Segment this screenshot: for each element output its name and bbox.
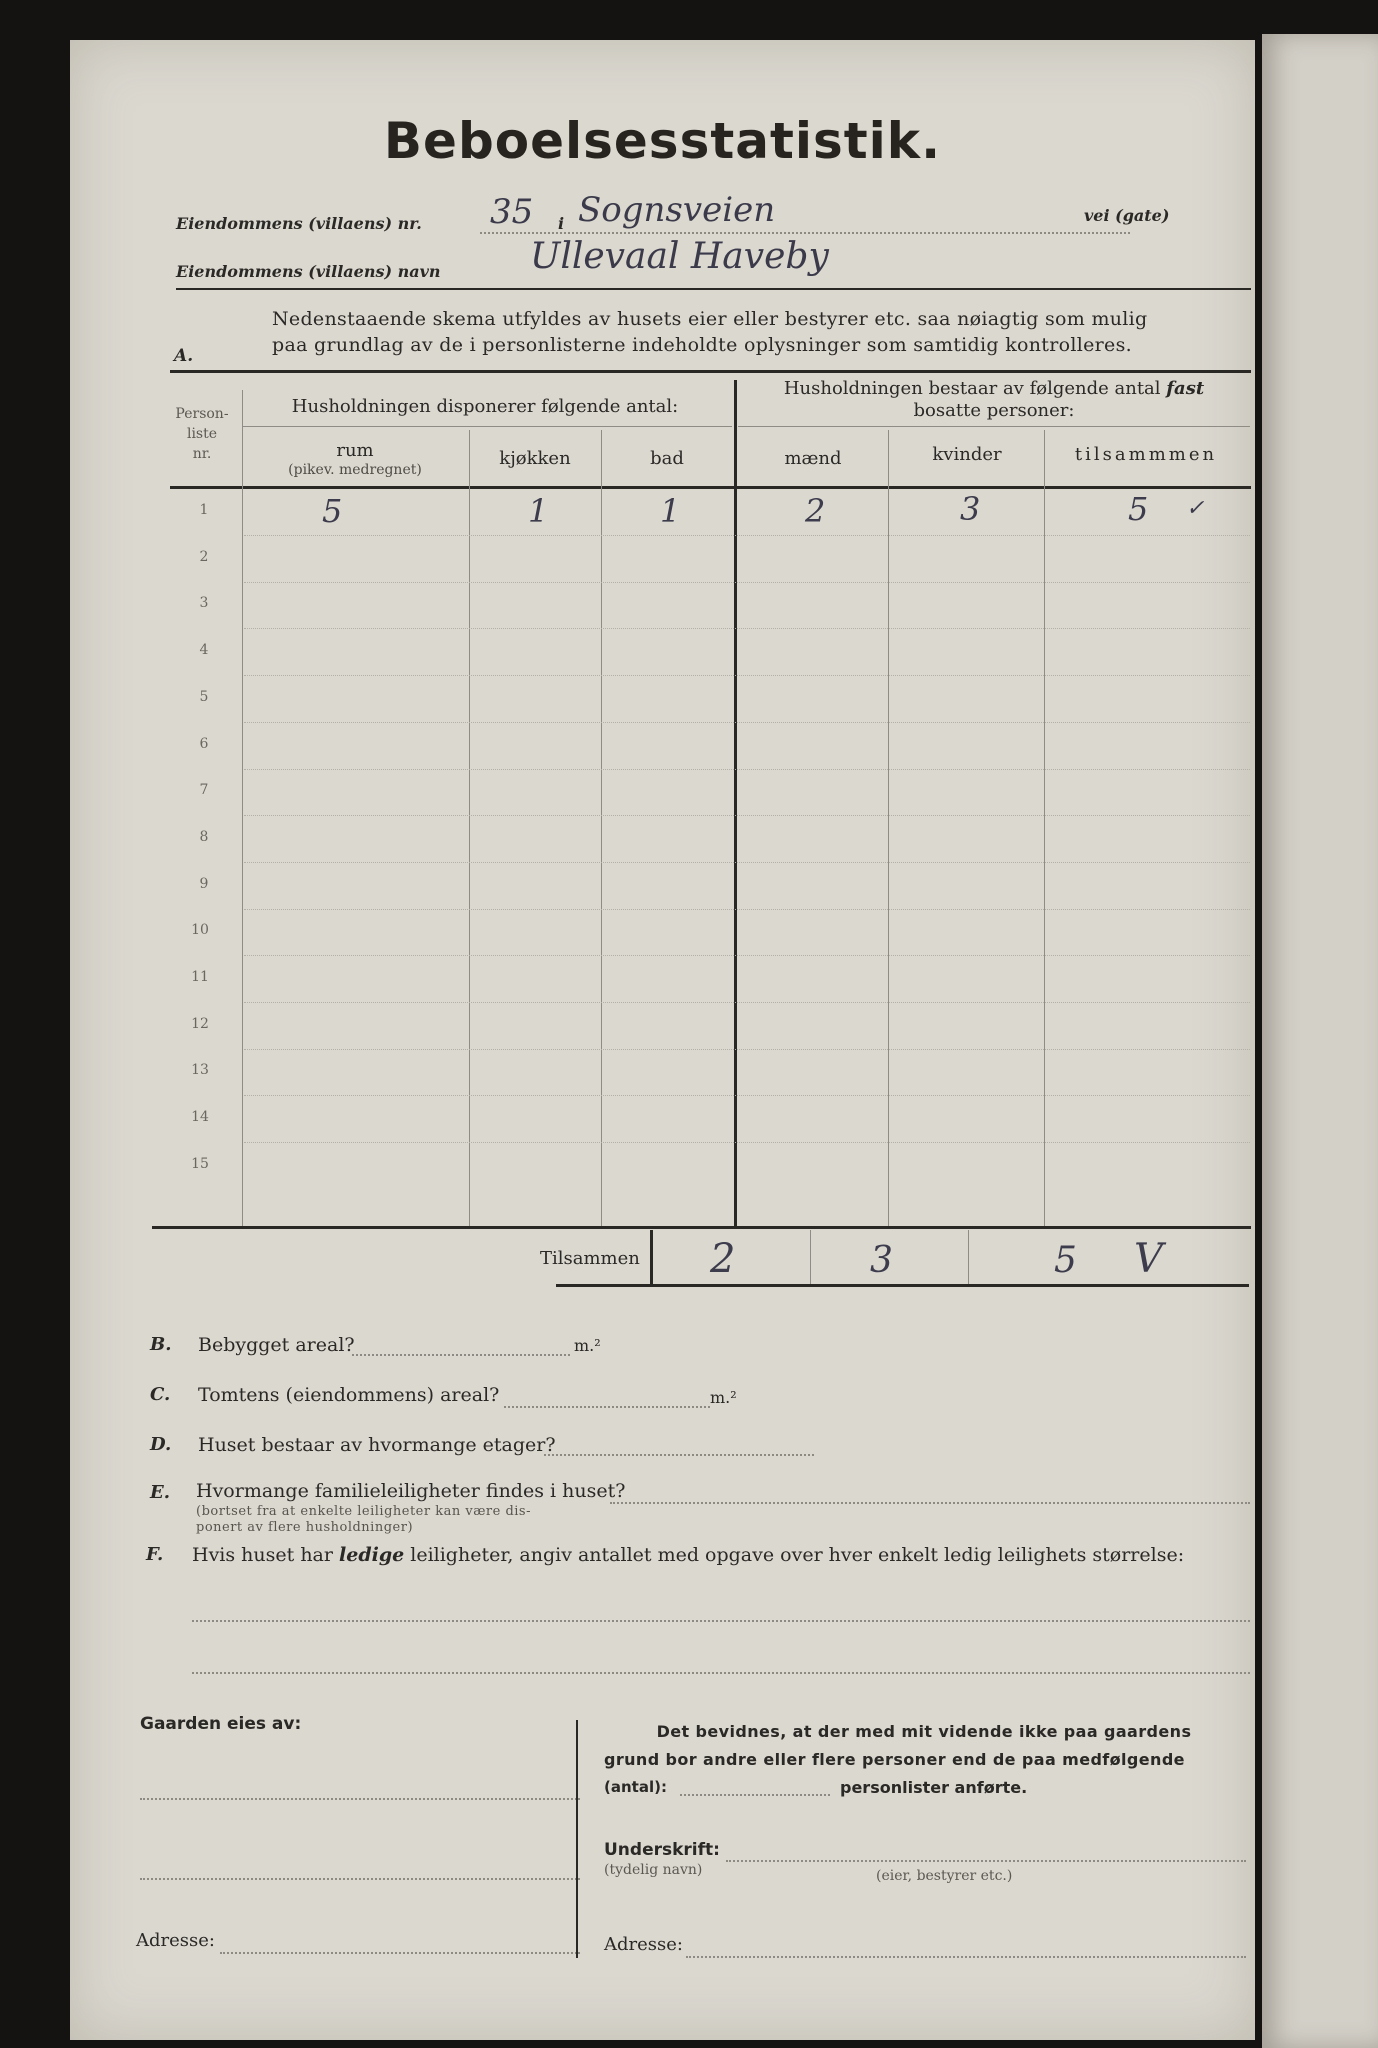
table-row-line <box>244 1049 1250 1050</box>
row1-rum: 5 <box>322 492 343 530</box>
question-e-field[interactable] <box>610 1502 1250 1504</box>
question-f-text-2: leiligheter, angiv antallet med opgave over hver enkelt ledig leilighets størrelse: <box>410 1544 1185 1566</box>
question-e-letter: E. <box>150 1482 170 1503</box>
table-row-line <box>244 535 1250 536</box>
address-left-label: Adresse: <box>136 1930 215 1951</box>
row-number: 6 <box>199 736 209 752</box>
signature-field[interactable] <box>726 1860 1246 1862</box>
question-d-letter: D. <box>150 1434 172 1455</box>
table-bottom-rule <box>152 1226 1251 1229</box>
table-row-line <box>244 815 1250 816</box>
certify-line-1: Det bevidnes, at der med mit vidende ikke paa gaardens <box>656 1722 1192 1741</box>
row-number: 13 <box>191 1062 209 1078</box>
row-number: 15 <box>191 1156 209 1172</box>
group1-header: Husholdningen disponerer følgende antal: <box>291 396 679 417</box>
row-number: 3 <box>199 595 209 611</box>
col-divider-maend <box>888 430 889 1226</box>
table-row-line <box>244 909 1250 910</box>
col-divider-kjokken <box>601 430 602 1226</box>
table-row-line <box>244 722 1250 723</box>
question-e-text: Hvormange familieleiligheter findes i huset? <box>196 1480 626 1502</box>
question-e-note-2: ponert av flere husholdninger) <box>196 1520 414 1535</box>
row1-kjokken: 1 <box>528 492 549 530</box>
property-i-label: i <box>558 214 565 233</box>
row-number: 5 <box>199 689 209 705</box>
col-personliste-line3: nr. <box>192 446 212 462</box>
table-row-line <box>244 1002 1250 1003</box>
table-top-rule <box>170 370 1251 373</box>
col-personliste-line1: Person- <box>175 406 229 422</box>
table-row-line <box>244 675 1250 676</box>
question-b-field[interactable] <box>352 1354 570 1356</box>
question-b-unit: m.² <box>574 1336 601 1355</box>
question-f-letter: F. <box>146 1544 164 1565</box>
signature-role: (eier, bestyrer etc.) <box>876 1868 1013 1884</box>
property-number-value: 35 <box>490 192 534 232</box>
address-right-label: Adresse: <box>604 1934 683 1955</box>
group2-sub-rule <box>738 426 1250 427</box>
total-label: Tilsammen <box>540 1248 640 1269</box>
total-divider-main <box>650 1230 653 1284</box>
question-f-text <box>192 1544 1252 1566</box>
col-maend-header: mænd <box>784 448 842 469</box>
property-name-label: Eiendommens (villaens) navn <box>176 262 441 281</box>
row-number: 9 <box>199 876 209 892</box>
row-number: 11 <box>191 969 209 985</box>
group2-header <box>738 378 1250 399</box>
signature-note: (tydelig navn) <box>604 1862 703 1878</box>
row-number: 8 <box>199 829 209 845</box>
footer-divider <box>576 1720 578 1958</box>
col-divider-personliste <box>242 390 243 1226</box>
certify-line-2: grund bor andre eller flere personer end de paa medfølgende <box>604 1750 1185 1769</box>
total-bottom-rule <box>556 1284 1249 1287</box>
row-number: 7 <box>199 782 209 798</box>
owner-field-1[interactable] <box>140 1798 580 1800</box>
certify-antal-field[interactable] <box>680 1794 830 1796</box>
row-number: 4 <box>199 642 209 658</box>
row1-check: ✓ <box>1186 496 1205 521</box>
question-c-field[interactable] <box>504 1406 710 1408</box>
property-number-dotline <box>480 232 1130 234</box>
table-row-line <box>244 1142 1250 1143</box>
table-row-line <box>244 628 1250 629</box>
table-row-line <box>244 769 1250 770</box>
col-divider-kvinder <box>1044 430 1045 1226</box>
property-name-value: Ullevaal Haveby <box>530 236 829 277</box>
owner-label: Gaarden eies av: <box>140 1714 302 1734</box>
row1-kvinder: 3 <box>960 490 981 528</box>
header-rule <box>176 288 1251 290</box>
row1-bad: 1 <box>660 492 681 530</box>
row-number: 10 <box>191 922 209 938</box>
owner-field-2[interactable] <box>140 1878 580 1880</box>
form-page <box>70 40 1255 2040</box>
question-d-field[interactable] <box>544 1454 814 1456</box>
group2-header-fast: fast <box>1166 378 1205 399</box>
group1-sub-rule <box>242 426 732 427</box>
question-f-field-1[interactable] <box>192 1620 1250 1622</box>
total-divider-maend <box>810 1230 811 1284</box>
group2-header-text: Husholdningen bestaar av følgende antal <box>783 378 1161 399</box>
table-header-bottom-rule <box>170 486 1251 489</box>
col-tilsammen-header: tilsammmen <box>1074 444 1218 465</box>
col-divider-main <box>734 380 737 1226</box>
question-f-field-2[interactable] <box>192 1672 1250 1674</box>
property-street-value: Sognsveien <box>578 190 776 230</box>
section-a-letter: A. <box>174 346 194 366</box>
question-f-ledige: ledige <box>339 1544 405 1566</box>
question-b-text: Bebygget areal? <box>198 1334 355 1356</box>
certify-antal: (antal): <box>604 1778 667 1796</box>
page-title: Beboelsesstatistik. <box>383 112 942 170</box>
table-row-line <box>244 582 1250 583</box>
row-number: 2 <box>199 549 209 565</box>
address-right-field[interactable] <box>686 1956 1246 1958</box>
total-maend: 2 <box>710 1236 736 1282</box>
question-e-note-1: (bortset fra at enkelte leiligheter kan være dis- <box>196 1504 531 1519</box>
property-street-suffix: vei (gate) <box>1084 206 1170 225</box>
total-kvinder: 3 <box>870 1240 893 1281</box>
table-row-line <box>244 955 1250 956</box>
question-c-letter: C. <box>150 1384 171 1405</box>
question-c-text: Tomtens (eiendommens) areal? <box>198 1384 500 1406</box>
adjacent-page-edge <box>1262 34 1378 2048</box>
question-f-text-1: Hvis huset har <box>192 1544 333 1566</box>
row-number: 1 <box>199 502 209 518</box>
property-number-label: Eiendommens (villaens) nr. <box>176 214 422 233</box>
address-left-field[interactable] <box>220 1952 580 1954</box>
total-divider-kvinder <box>968 1230 969 1284</box>
table-row-line <box>244 862 1250 863</box>
col-rum-header: rum <box>336 440 374 461</box>
instruction-line-2: paa grundlag av de i personlisterne indeholdte oplysninger som samtidig kontrolleres. <box>272 334 1132 356</box>
col-personliste-header <box>170 404 234 464</box>
col-bad-header: bad <box>650 448 684 469</box>
col-personliste-line2: liste <box>186 426 218 442</box>
question-c-unit: m.² <box>710 1388 737 1407</box>
col-kjokken-header: kjøkken <box>499 448 571 469</box>
table-row-line <box>244 1095 1250 1096</box>
col-kvinder-header: kvinder <box>932 444 1002 465</box>
col-rum-subheader: (pikev. medregnet) <box>288 462 422 478</box>
question-d-text: Huset bestaar av hvormange etager? <box>198 1434 556 1456</box>
row-number: 12 <box>191 1016 209 1032</box>
question-b-letter: B. <box>150 1334 172 1355</box>
row1-tilsammen: 5 <box>1128 490 1149 528</box>
row-number: 14 <box>191 1109 209 1125</box>
total-tilsammen: 5 <box>1054 1240 1077 1281</box>
row1-maend: 2 <box>805 492 826 530</box>
certify-line-3: personlister anførte. <box>840 1778 1028 1797</box>
signature-label: Underskrift: <box>604 1840 720 1860</box>
instruction-line-1: Nedenstaaende skema utfyldes av husets eier eller bestyrer etc. saa nøiagtig som mulig <box>272 308 1148 330</box>
total-check: V <box>1134 1236 1163 1282</box>
group2-header-line2: bosatte personer: <box>913 400 1075 421</box>
col-divider-rum <box>469 430 470 1226</box>
